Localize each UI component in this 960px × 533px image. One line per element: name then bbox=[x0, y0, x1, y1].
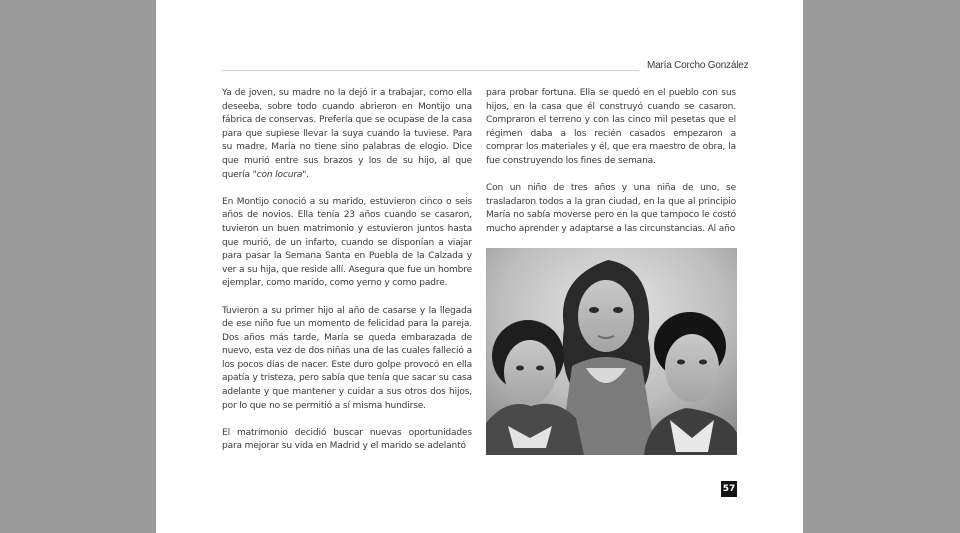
quote-italic: "con locura". bbox=[252, 169, 310, 180]
paragraph: El matrimonio decidió buscar nuevas oportunidades para mejorar su vida en Madrid y el marido se adelantó bbox=[222, 427, 472, 452]
paragraph: Con un niño de tres años y una niña de uno, se trasladaron todos a la gran ciudad, en la que al principio María no sabía moverse pero en la que tampoco le costó mucho aprender y adaptarse a las circunstancias. Al año bbox=[486, 183, 736, 234]
text-column-left bbox=[222, 87, 472, 468]
page-number: 57 bbox=[721, 481, 737, 497]
book-page bbox=[156, 0, 803, 533]
paragraph: Ya de joven, su madre no la dejó ir a trabajar, como ella deseeba, sobre todo cuando abrieron en Montijo una fábrica de conservas. Prefería que se ocupase de la casa para que supiese llevar la suya cuando la tuviese. Para su madre, María no tiene sino palabras de elogio. Dice que murió entre sus brazos y los de su hijo, al que quería "con locura". bbox=[222, 88, 472, 180]
paragraph: para probar fortuna. Ella se quedó en el pueblo con sus hijos, en la casa que él construyó cuando se casaron. Compraron el terreno y con las cinco mil pesetas que el régimen daba a los recién casados empezaron a comprar los materiales y él, que era maestro de obra, la fue construyendo los fines de semana. bbox=[486, 88, 736, 166]
paragraph: Tuvieron a su primer hijo al año de casarse y la llegada de ese niño fue un momento de felicidad para la pareja. Dos años más tarde, María se queda embarazada de nuevo, esta vez de dos niñas una de las cuales falleció a los pocos días de nacer. Este duro golpe provocó en ella apatía y tristeza, pero sabía que tenía que sacar su casa adelante y que mantener y cuidar a sus otros dos hijos, por lo que no se permitió a sí misma hundirse. bbox=[222, 305, 472, 411]
text-column-right bbox=[486, 87, 736, 250]
header-rule bbox=[222, 70, 639, 71]
photo-illustration bbox=[486, 248, 737, 455]
family-photograph bbox=[486, 248, 737, 455]
paragraph: En Montijo conoció a su marido, estuvieron cinco o seis años de novios. Ella tenía 23 años cuando se casaron, tuvieron un buen matrimonio y estuvieron juntos hasta que murió, de un infarto, cuando se disponían a viajar para pasar la Semana Santa en Puebla de la Calzada y ver a su hija, que reside allí. Asegura que fue un hombre ejemplar, como marido, como yerno y como padre. bbox=[222, 196, 472, 289]
running-header-author: María Corcho González bbox=[647, 60, 749, 71]
